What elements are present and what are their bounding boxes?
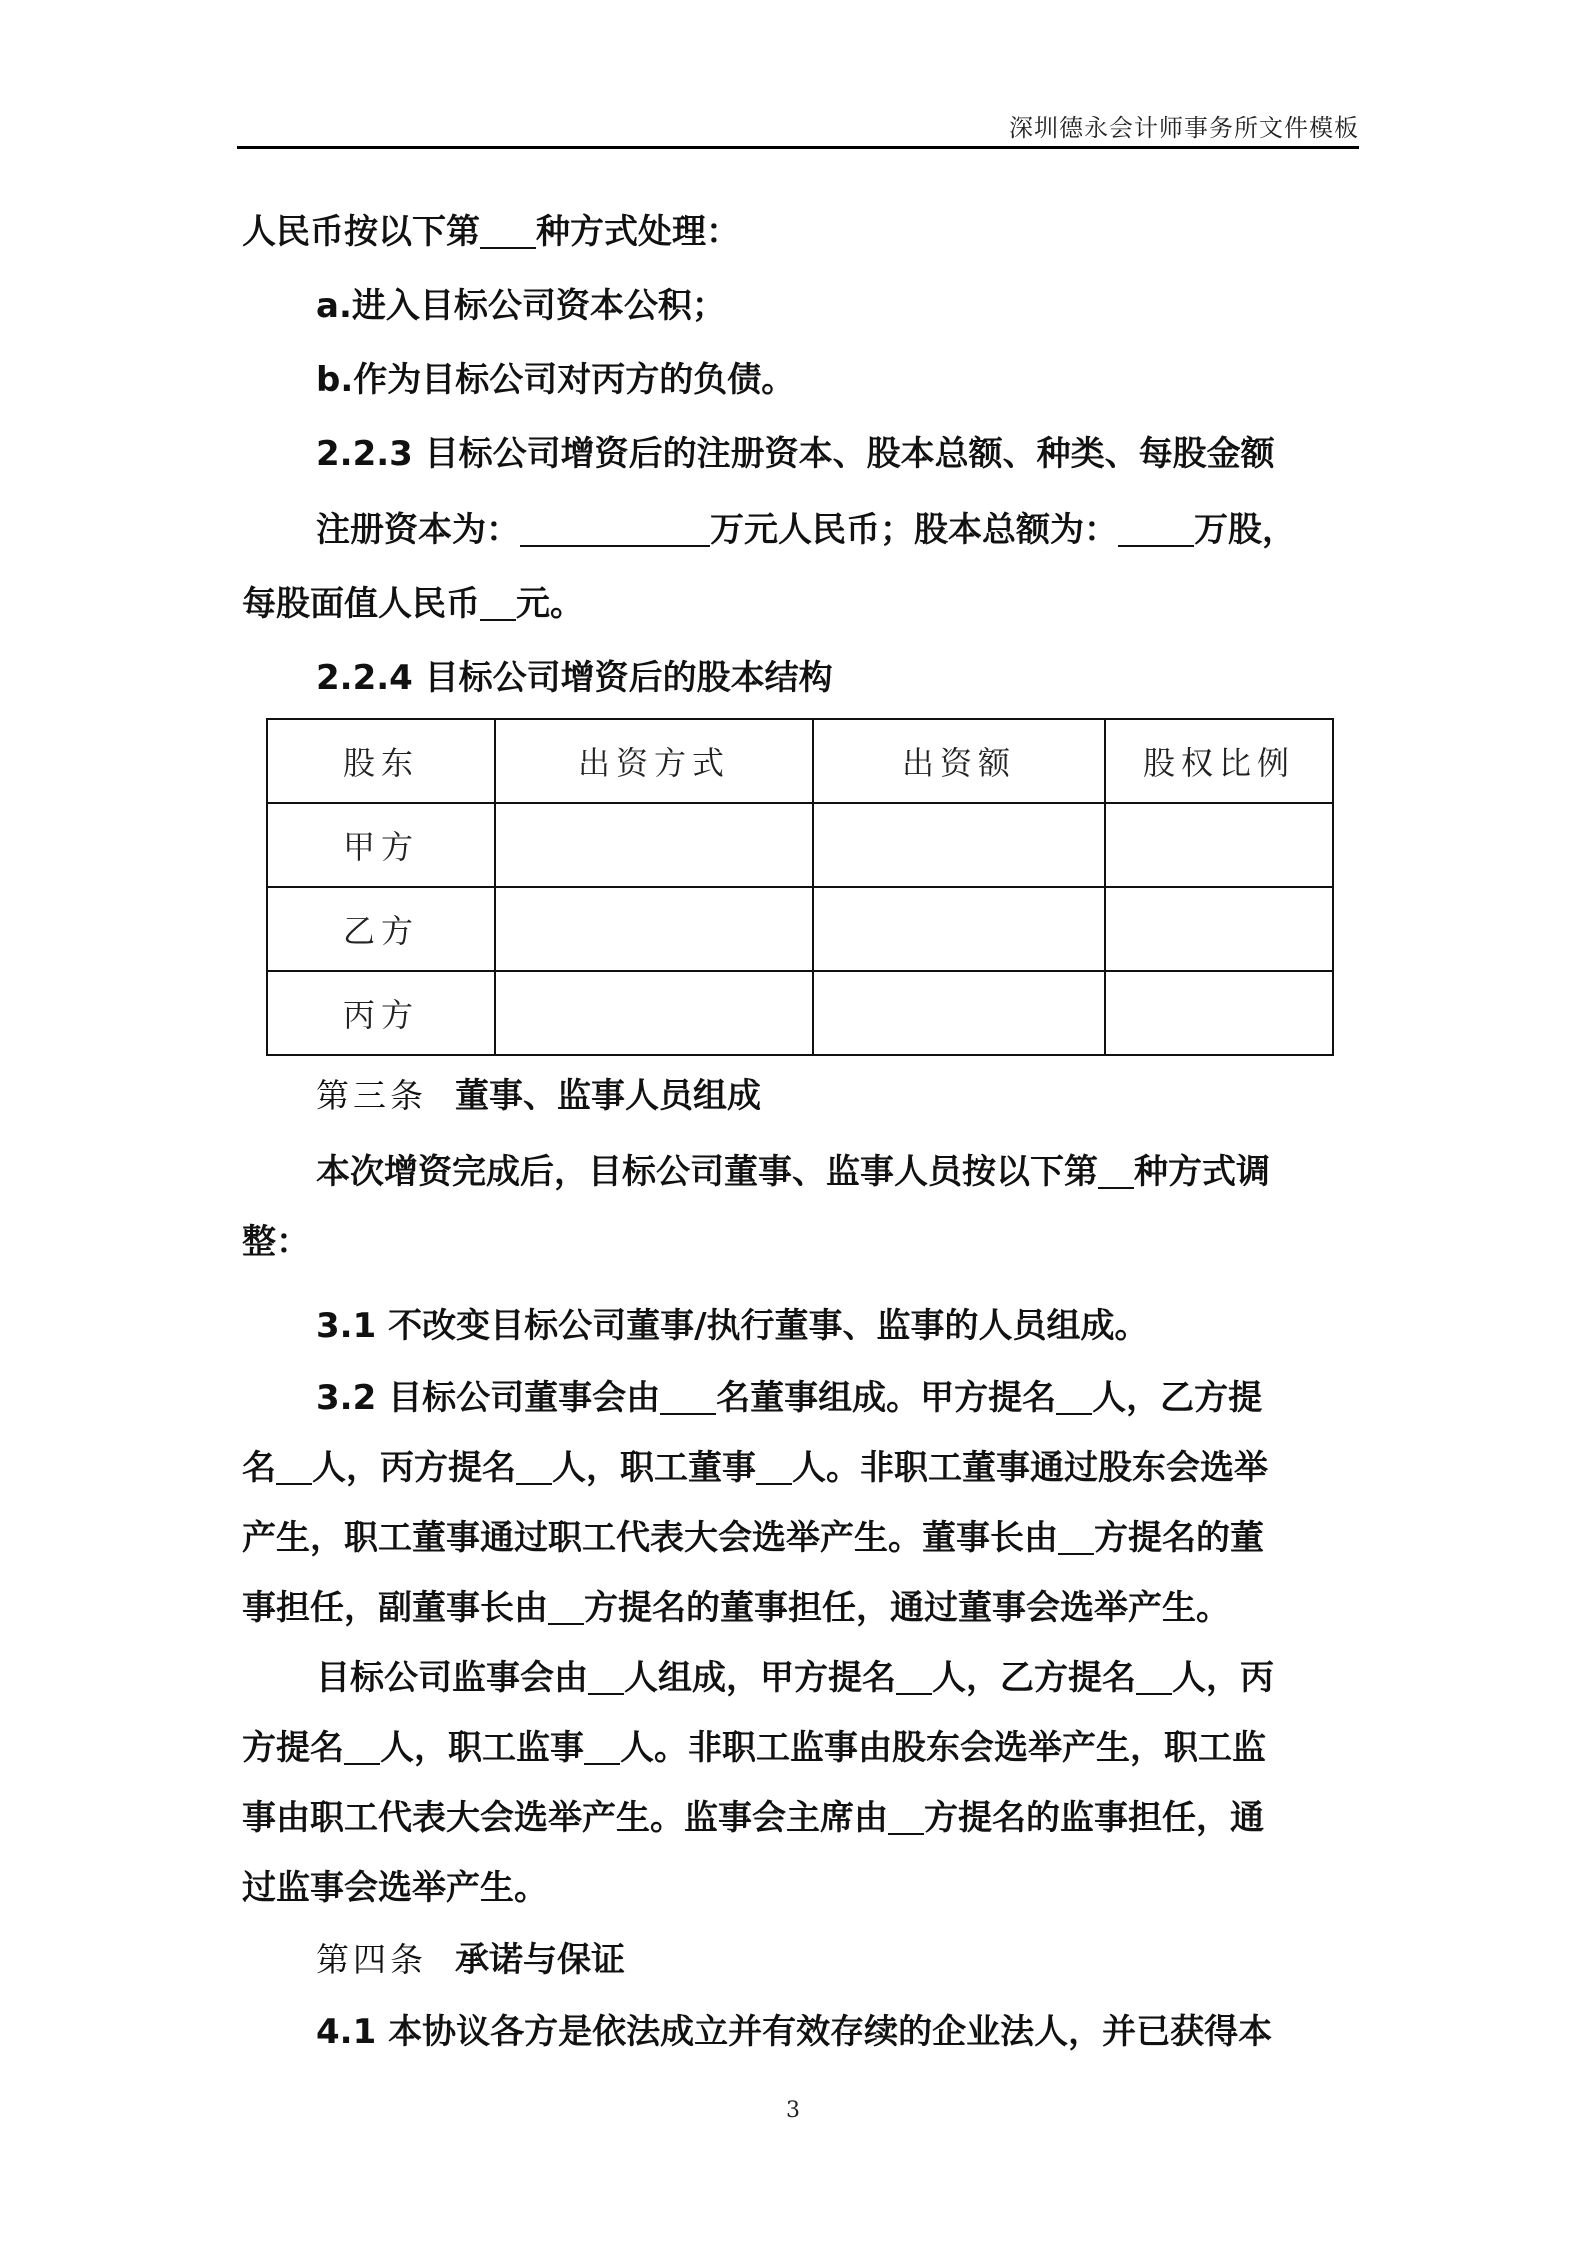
article-3-heading <box>316 1068 761 1117</box>
paragraph-method: 人民币按以下第 种方式处理： <box>242 212 740 252</box>
article-3-intro: 本次增资完成后，目标公司董事、监事人员按以下第 种方式调 <box>316 1152 1270 1192</box>
cell-amount[interactable] <box>813 971 1105 1055</box>
blank-field[interactable] <box>588 1659 624 1695</box>
cell-method[interactable] <box>495 803 813 887</box>
blank-field[interactable] <box>1056 1379 1092 1415</box>
blank-field[interactable] <box>276 1449 312 1485</box>
header-contribution-amount: 出资额 <box>813 719 1105 803</box>
blank-field[interactable] <box>660 1379 716 1415</box>
supervisors-line2: 方提名 人，职工监事 人。非职工监事由股东会选举产生，职工监 <box>242 1728 1266 1768</box>
article-3-intro-cont: 整： <box>242 1222 310 1262</box>
cell-ratio[interactable] <box>1105 971 1333 1055</box>
supervisors-line4: 过监事会选举产生。 <box>242 1868 548 1908</box>
blank-field[interactable] <box>480 213 536 249</box>
blank-field[interactable] <box>1098 1153 1134 1189</box>
page-number: 3 <box>786 2098 800 2123</box>
section-4-1: 4.1 本协议各方是依法成立并有效存续的企业法人，并已获得本 <box>316 2012 1273 2052</box>
table-row <box>267 971 1333 1055</box>
par-value-line: 每股面值人民币 元。 <box>242 584 584 624</box>
cell-amount[interactable] <box>813 887 1105 971</box>
registered-capital-blank[interactable] <box>520 511 710 547</box>
header-shareholder: 股东 <box>267 719 495 803</box>
blank-field[interactable] <box>344 1729 380 1765</box>
article-4-heading <box>316 1932 625 1981</box>
cell-amount[interactable] <box>813 803 1105 887</box>
header-equity-ratio: 股权比例 <box>1105 719 1333 803</box>
total-shares-blank[interactable] <box>1118 511 1194 547</box>
equity-structure-table <box>266 718 1334 1056</box>
table-row <box>267 887 1333 971</box>
blank-field[interactable] <box>756 1449 792 1485</box>
cell-ratio[interactable] <box>1105 887 1333 971</box>
cell-shareholder: 甲方 <box>267 803 495 887</box>
header-title: 深圳德永会计师事务所文件模板 <box>1009 114 1359 142</box>
par-value-blank[interactable] <box>480 585 516 621</box>
header-divider <box>237 146 1359 149</box>
table-row <box>267 803 1333 887</box>
section-2-2-3: 2.2.3 目标公司增资后的注册资本、股本总额、种类、每股金额 <box>316 434 1275 474</box>
blank-field[interactable] <box>1136 1659 1172 1695</box>
registered-capital-line: 注册资本为： 万元人民币；股本总额为： 万股， <box>316 510 1296 550</box>
article-title: 董事、监事人员组成 <box>455 1076 761 1116</box>
blank-field[interactable] <box>548 1589 584 1625</box>
cell-method[interactable] <box>495 887 813 971</box>
section-3-2-line2: 名 人，丙方提名 人，职工董事 人。非职工董事通过股东会选举 <box>242 1448 1268 1488</box>
option-b: b.作为目标公司对丙方的负债。 <box>316 360 796 400</box>
supervisors-line3: 事由职工代表大会选举产生。监事会主席由 方提名的监事担任，通 <box>242 1798 1264 1838</box>
section-3-1: 3.1 不改变目标公司董事/执行董事、监事的人员组成。 <box>316 1306 1149 1346</box>
section-3-2-line4: 事担任，副董事长由 方提名的董事担任，通过董事会选举产生。 <box>242 1588 1230 1628</box>
cell-shareholder: 丙方 <box>267 971 495 1055</box>
cell-ratio[interactable] <box>1105 803 1333 887</box>
article-number: 第四条 <box>316 1940 427 1979</box>
blank-field[interactable] <box>888 1799 924 1835</box>
blank-field[interactable] <box>584 1729 620 1765</box>
cell-method[interactable] <box>495 971 813 1055</box>
article-title: 承诺与保证 <box>455 1940 625 1980</box>
supervisors-line1: 目标公司监事会由 人组成，甲方提名 人，乙方提名 人，丙 <box>316 1658 1274 1698</box>
blank-field[interactable] <box>1058 1519 1094 1555</box>
option-a: a.进入目标公司资本公积； <box>316 286 726 326</box>
header-contribution-method: 出资方式 <box>495 719 813 803</box>
cell-shareholder: 乙方 <box>267 887 495 971</box>
section-2-2-4: 2.2.4 目标公司增资后的股本结构 <box>316 658 833 698</box>
article-number: 第三条 <box>316 1076 427 1115</box>
table-header-row <box>267 719 1333 803</box>
section-3-2-line1: 3.2 目标公司董事会由 名董事组成。甲方提名 人，乙方提 <box>316 1378 1263 1418</box>
section-3-2-line3: 产生，职工董事通过职工代表大会选举产生。董事长由 方提名的董 <box>242 1518 1264 1558</box>
blank-field[interactable] <box>896 1659 932 1695</box>
blank-field[interactable] <box>516 1449 552 1485</box>
